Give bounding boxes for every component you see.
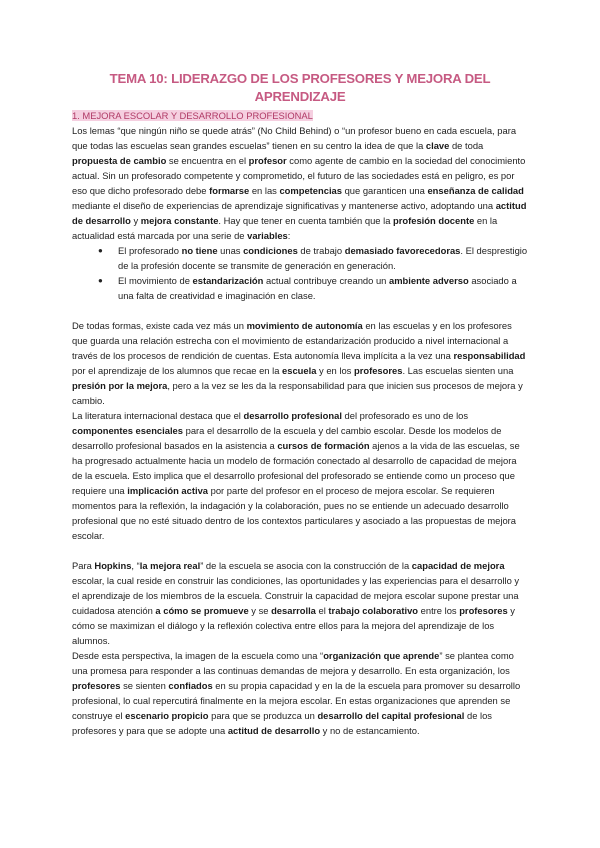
text-run: entre los: [418, 605, 460, 616]
text-run: La literatura internacional destaca que el: [72, 410, 244, 421]
text-run: en las escuelas y en los profesores que guarda una relación estrecha con el movimiento de estandarización producido a nivel internacional a través de los procesos de rendición de cuentas. Esta autonomía lleva implícita a la vez una: [72, 320, 512, 361]
text-run: el: [315, 605, 329, 616]
text-run: se encuentra en el: [166, 155, 249, 166]
text-run: , “: [131, 560, 140, 571]
list-item: [98, 243, 528, 273]
bold-text: a cómo se promueve: [155, 605, 249, 616]
bold-text: escuela: [282, 365, 317, 376]
text-run: por parte del profesor en el proceso de mejora escolar. Se requieren momentos para la reflexión, la indagación y la colaboración, pues no se entiende un adecuado desarrollo profesional que no esté situado dentro de los contextos particulares y asociado a las propuestas de mejora escolar.: [72, 485, 517, 541]
paragraph-hopkins: [72, 558, 528, 648]
text-run: para que se produzca un: [208, 710, 318, 721]
spacer: [72, 303, 528, 318]
text-run: , pero a la vez se les da la responsabilidad para que inicien sus procesos de mejora y cambio.: [72, 380, 523, 406]
paragraph-autonomia: [72, 318, 528, 408]
text-run: y: [130, 215, 141, 226]
document-page: [72, 70, 528, 738]
text-run: de trabajo: [297, 245, 345, 256]
text-run: en la actualidad está marcada por una serie de: [72, 215, 498, 241]
text-run: como agente de cambio en la sociedad del conocimiento actual. Sin un profesorado competente y comprometido, el futuro de las sociedades está en peligro, es por eso que dicho profesorado debe: [72, 155, 526, 196]
bold-text: demasiado favorecedoras: [344, 245, 461, 256]
bold-text: escenario propicio: [125, 710, 209, 721]
text-run: De todas formas, existe cada vez más un: [72, 320, 247, 331]
bold-text: capacidad de mejora: [411, 560, 505, 571]
bold-text: actitud de desarrollo: [227, 725, 321, 736]
text-run: del profesorado es uno de los: [341, 410, 469, 421]
bold-text: desarrolla: [271, 605, 316, 616]
text-run: asociado a una falta de creatividad e imaginación en clase.: [118, 275, 517, 301]
bold-text: trabajo colaborativo: [328, 605, 419, 616]
bold-text: la mejora real: [139, 560, 201, 571]
text-run: Desde esta perspectiva, la imagen de la escuela como una “: [72, 650, 324, 661]
text-run: mediante el diseño de experiencias de aprendizaje significativas y mantenerse activo, adoptando una: [72, 200, 496, 211]
bold-text: profesores: [72, 680, 121, 691]
page-title: TEMA 10: LIDERAZGO DE LOS PROFESORES Y MEJORA DEL APRENDIZAJE: [109, 71, 491, 104]
bold-text: componentes esenciales: [72, 425, 183, 436]
bold-text: condiciones: [243, 245, 298, 256]
section-heading: [72, 108, 528, 123]
text-run: se sienten: [120, 680, 169, 691]
bold-text: estandarización: [192, 275, 264, 286]
text-run: ” de la escuela se asocia con la construcción de la: [200, 560, 412, 571]
bold-text: mejora constante: [140, 215, 219, 226]
text-run: . El desprestigio de la profesión docente se transmite de generación en generación.: [118, 245, 528, 271]
bold-text: desarrollo profesional: [243, 410, 342, 421]
text-run: escolar, la cual reside en construir las condiciones, las oportunidades y las experiencias para el desarrollo y el aprendizaje de los miembros de la escuela. Construir la capacidad de mejora escolar supone prestar una cuidadosa atención: [72, 575, 520, 616]
section-heading-text: 1. MEJORA ESCOLAR Y DESARROLLO PROFESIONAL: [72, 110, 313, 121]
variables-list: [72, 243, 528, 303]
text-run: de toda: [449, 140, 484, 151]
bold-text: cursos de formación: [277, 440, 370, 451]
text-run: por el aprendizaje de los alumnos que recae en la: [72, 365, 283, 376]
text-run: en las: [249, 185, 280, 196]
text-run: actual contribuye creando un: [263, 275, 389, 286]
text-run: ajenos a la vida de las escuelas, se ha progresado actualmente hacia un modelo de formación conectado al desarrollo de capacidad de mejora de la escuela. Esto implica que el desarrollo profesional del profesorado se entiende como un proceso que requiere una: [72, 440, 520, 496]
text-run: para el desarrollo de la escuela y del cambio escolar. Desde los modelos de desarrollo profesional basados en la asistencia a: [72, 425, 502, 451]
bold-text: profesores: [459, 605, 508, 616]
bold-text: clave: [425, 140, 450, 151]
bold-text: competencias: [279, 185, 342, 196]
bold-text: ambiente adverso: [388, 275, 469, 286]
bold-text: presión por la mejora: [72, 380, 168, 391]
bold-text: desarrollo del capital profesional: [317, 710, 465, 721]
text-run: . Las escuelas sienten una: [402, 365, 514, 376]
paragraph-organizacion: [72, 648, 528, 738]
bold-text: Hopkins: [94, 560, 132, 571]
bold-text: implicación activa: [127, 485, 209, 496]
list-item: [98, 273, 528, 303]
paragraph-intro: [72, 123, 528, 243]
bold-text: propuesta de cambio: [72, 155, 167, 166]
bold-text: responsabilidad: [453, 350, 526, 361]
text-run: y no de estancamiento.: [320, 725, 420, 736]
bold-text: actitud de desarrollo: [72, 200, 527, 226]
text-run: . Hay que tener en cuenta también que la: [218, 215, 394, 226]
bold-text: movimiento de autonomía: [246, 320, 363, 331]
bold-text: profesor: [248, 155, 287, 166]
bold-text: no tiene: [181, 245, 218, 256]
text-run: de los profesores y para que se adopte una: [72, 710, 492, 736]
text-run: El profesorado: [118, 245, 182, 256]
bold-text: enseñanza de calidad: [427, 185, 524, 196]
text-run: en su propia capacidad y en la de la escuela para promover su desarrollo profesional, lo cual repercutirá finalmente en la mejora escolar. En estas organizaciones que aprenden se construye el: [72, 680, 521, 721]
bold-text: variables: [247, 230, 288, 241]
bold-text: profesores: [353, 365, 403, 376]
bold-text: profesión docente: [393, 215, 475, 226]
text-run: Para: [72, 560, 95, 571]
text-run: Los lemas “que ningún niño se quede atrás” (No Child Behind) o “un profesor bueno en cada escuela, para que todas las escuelas sean grandes escuelas” tienen en su centro la idea de que la: [72, 125, 517, 151]
text-run: que garanticen una: [341, 185, 428, 196]
text-run: unas: [217, 245, 244, 256]
bold-text: organización que aprende: [323, 650, 440, 661]
text-run: :: [287, 230, 291, 241]
text-run: y cómo se maximizan el diálogo y la reflexión colectiva entre ellos para la mejora del aprendizaje de los alumnos.: [72, 605, 515, 646]
spacer: [72, 543, 528, 558]
text-run: y en los: [316, 365, 354, 376]
text-run: ” se plantea como una promesa para responder a las continuas demandas de mejora y desarrollo. En esta organización, los: [72, 650, 514, 676]
bold-text: confiados: [168, 680, 213, 691]
paragraph-literatura: [72, 408, 528, 543]
text-run: El movimiento de: [118, 275, 193, 286]
text-run: y se: [248, 605, 272, 616]
bold-text: formarse: [209, 185, 250, 196]
